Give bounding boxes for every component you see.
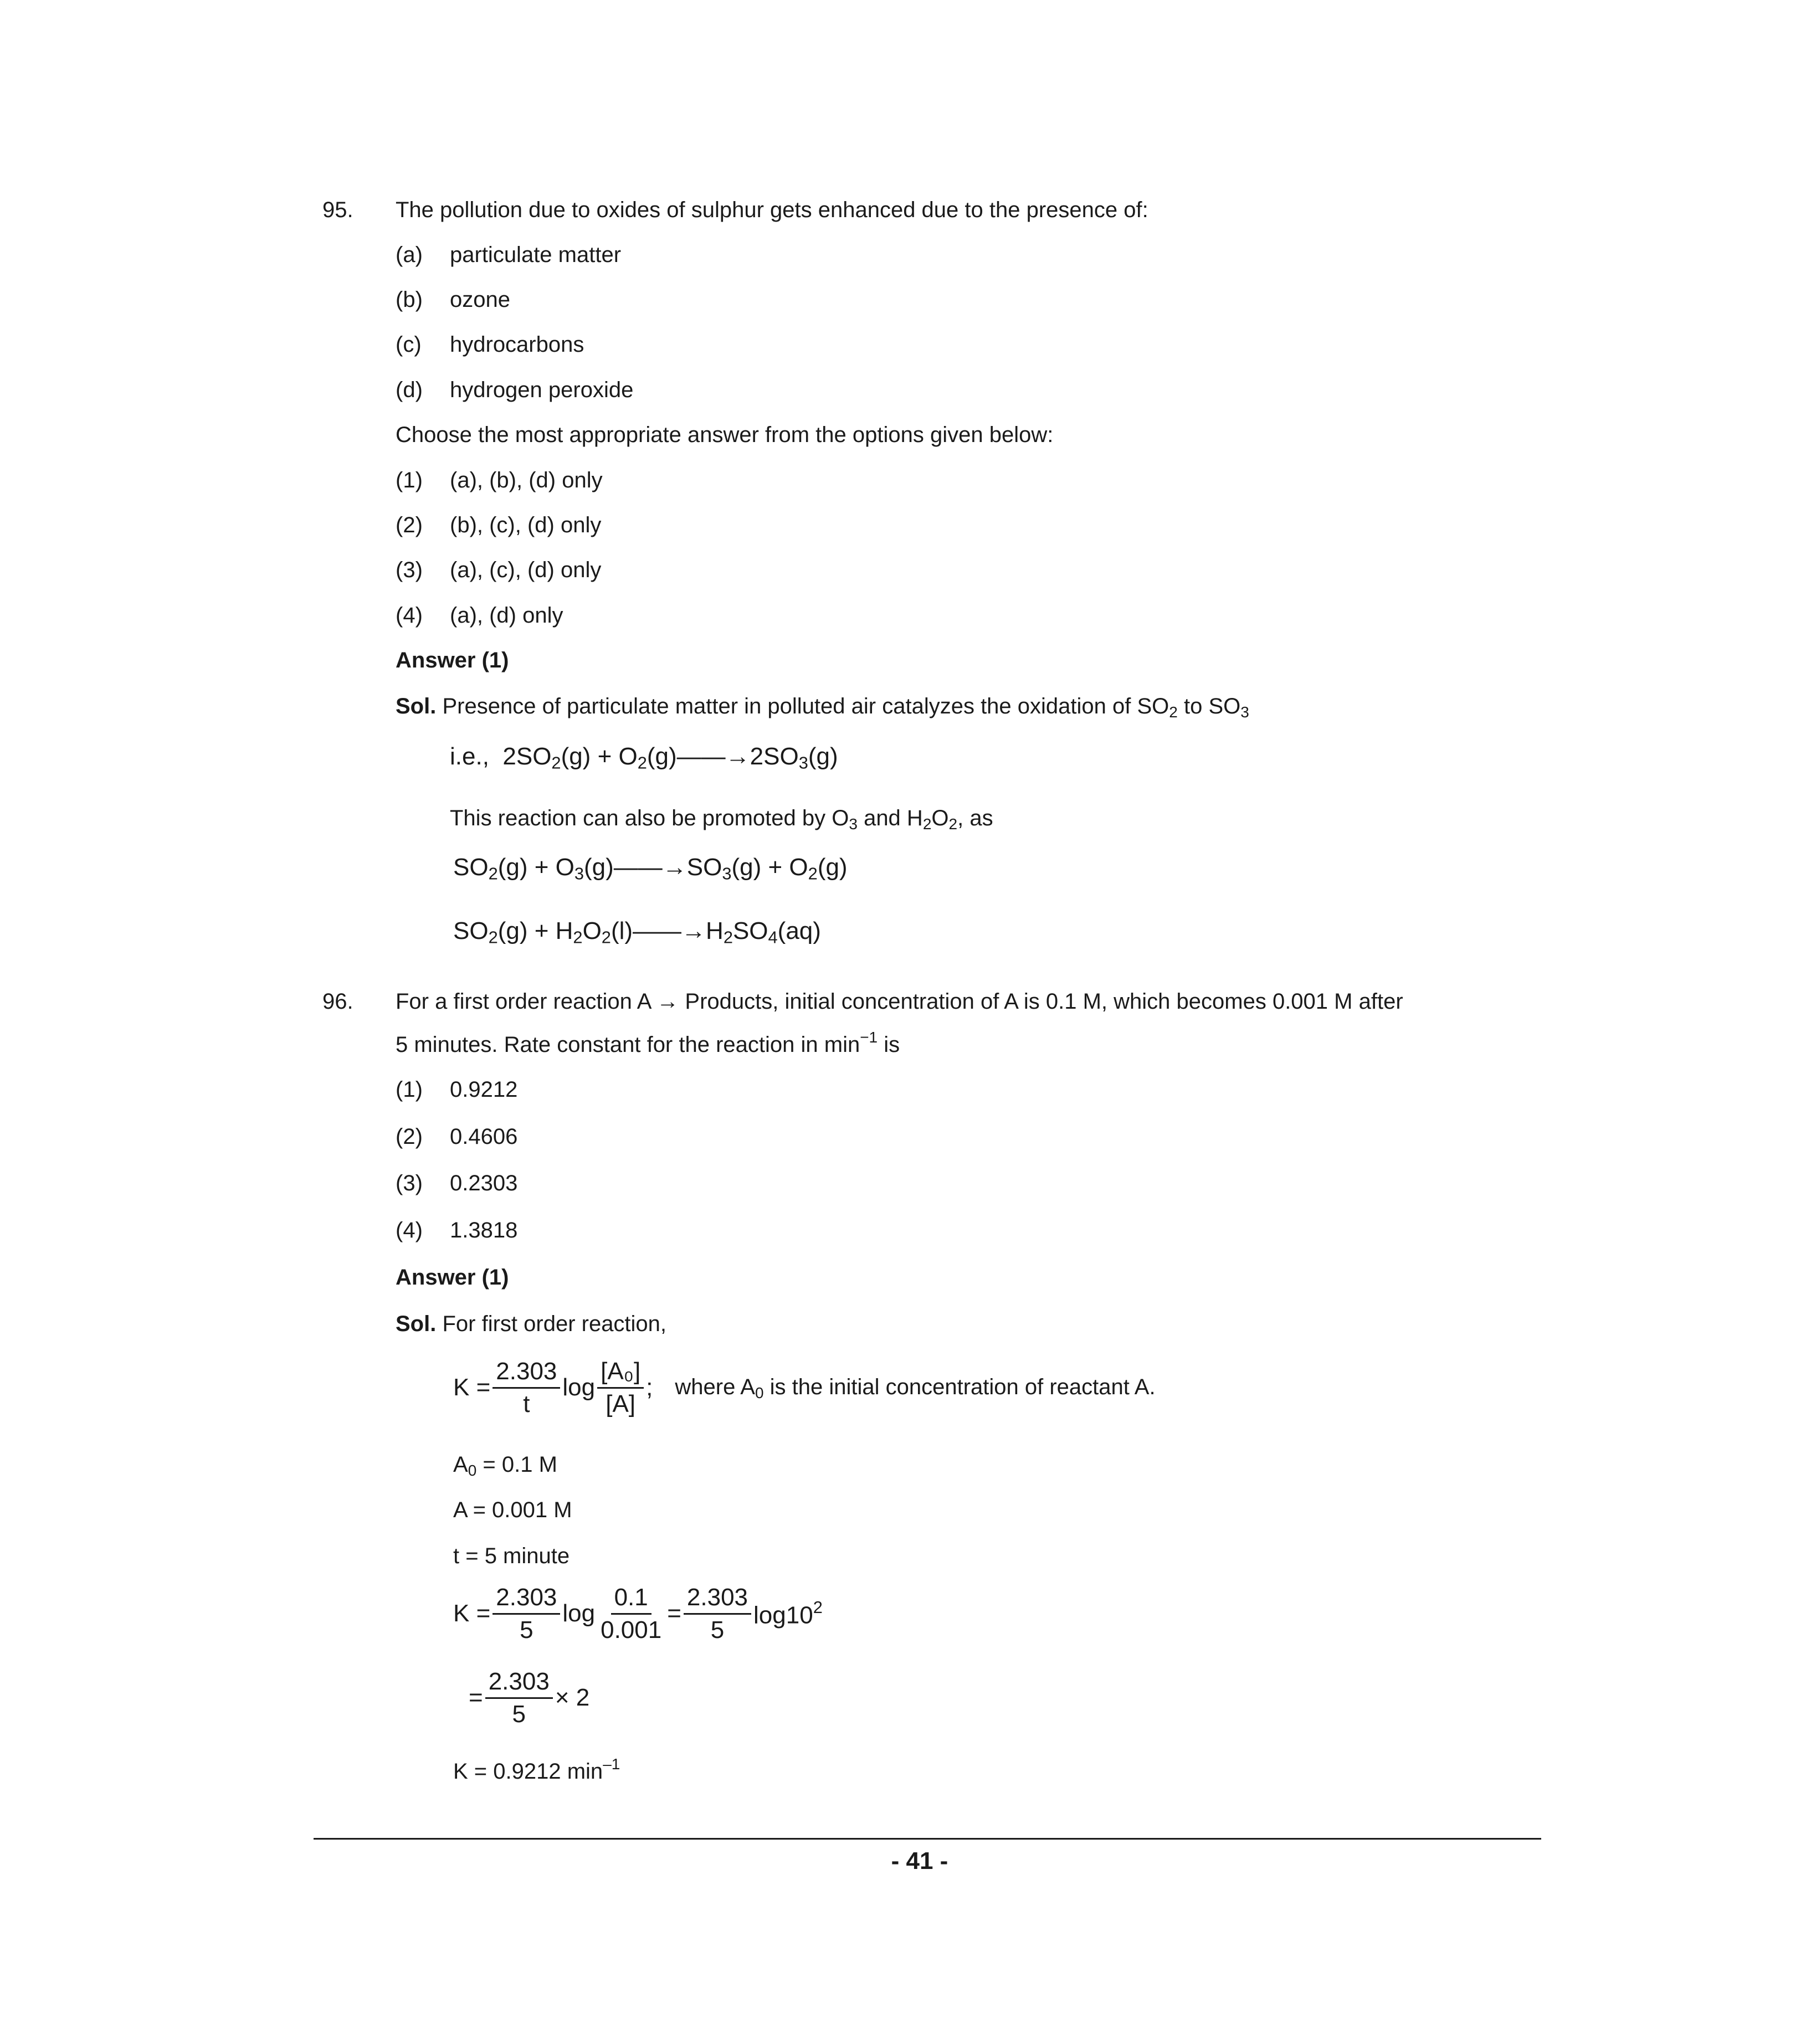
q95-also-text <box>450 805 993 834</box>
q96-frac-2 <box>597 1358 644 1418</box>
reaction-arrow-icon: ——→ <box>676 743 750 770</box>
q95-number: 95. <box>322 198 353 222</box>
q96-a0-line <box>453 1451 557 1480</box>
q96-text2sup: −1 <box>860 1029 878 1046</box>
q96-frac2-num: [A₀] <box>597 1358 644 1389</box>
q95-also-c: O <box>931 806 949 830</box>
q96-where-sub: 0 <box>755 1384 764 1402</box>
q95-sol-sub2: 2 <box>1169 703 1178 721</box>
q96-k2-f1-num: 2.303 <box>492 1584 560 1615</box>
q96-k2-f2-num: 0.1 <box>611 1584 651 1615</box>
q95-item-b-text: ozone <box>450 287 510 312</box>
q95-item-a <box>396 242 621 268</box>
q95-equation-1: i.e., $2SO_2(g)$ + $O_2(g)——\to 2SO_3(g)$ <box>450 743 838 773</box>
q96-a0-a: A <box>453 1452 468 1477</box>
q96-k2-lhs: K = <box>453 1600 491 1627</box>
q96-text-line1: For a first order reaction A → Products, initial concentration of A is 0.1 M, which becomes 0.001 M after <box>396 989 1403 1014</box>
q95-option-2-label: (2) <box>396 513 423 537</box>
q96-option-1 <box>396 1076 517 1103</box>
q95-option-2-text: (b), (c), (d) only <box>450 513 602 537</box>
q96-option-2 <box>396 1123 517 1150</box>
q95-equation-3: $SO_2(g)$ + $H_2O_2(l)——\to H_2SO_4(aq)$ <box>453 917 821 947</box>
q95-sol-text: Presence of particulate matter in polluted air catalyzes the oxidation of SO <box>442 694 1169 718</box>
q96-option-3-label: (3) <box>396 1171 423 1195</box>
q96-k2-sup: 2 <box>813 1598 823 1617</box>
q96-k2-frac-2 <box>597 1584 665 1644</box>
q96-frac1-num: 2.303 <box>492 1358 560 1389</box>
q96-formula <box>453 1358 1156 1418</box>
q96-k2-f2-den: 0.001 <box>601 1616 662 1644</box>
q95-item-c-label: (c) <box>396 332 422 357</box>
q95-choose: Choose the most appropriate answer from the options given below: <box>396 423 1054 447</box>
q96-calc-2 <box>469 1668 589 1728</box>
q96-k3-eq: = <box>469 1684 483 1712</box>
q95-sol-mid: to SO <box>1177 694 1241 718</box>
q96-sol-text: For first order reaction, <box>442 1312 667 1336</box>
q95-item-c-text: hydrocarbons <box>450 332 584 357</box>
q95-item-a-text: particulate matter <box>450 243 622 267</box>
q95-option-1 <box>396 467 603 494</box>
q95-item-d-text: hydrogen peroxide <box>450 378 634 402</box>
q96-text2a: 5 minutes. Rate constant for the reaction in min <box>396 1032 860 1057</box>
q95-item-c <box>396 331 584 358</box>
q96-option-4 <box>396 1217 517 1244</box>
q95-item-a-label: (a) <box>396 243 423 267</box>
q95-option-3-label: (3) <box>396 558 423 582</box>
q96-answer: Answer (1) <box>396 1265 509 1290</box>
q95-also-sub2a: 2 <box>922 815 932 833</box>
footer-rule <box>314 1838 1541 1840</box>
q95-option-1-label: (1) <box>396 468 423 492</box>
q95-item-d-label: (d) <box>396 378 423 402</box>
q95-ie: i.e., <box>450 743 489 770</box>
q95-sol-label: Sol. <box>396 694 437 718</box>
q96-semicolon: ; <box>646 1374 653 1401</box>
q95-item-d <box>396 377 633 403</box>
q95-option-3-text: (a), (c), (d) only <box>450 558 602 582</box>
q96-solution <box>396 1311 666 1337</box>
q95-also-d: , as <box>957 806 993 830</box>
q95-option-4-text: (a), (d) only <box>450 603 563 628</box>
q96-k2-frac-3 <box>684 1584 751 1644</box>
q95-equation-2: $SO_2(g)$ + $O_3(g)——\to SO_3(g) + O_2(g)$ <box>453 854 848 884</box>
reaction-arrow-icon: ——→ <box>613 854 687 881</box>
q96-option-2-text: 0.4606 <box>450 1124 518 1149</box>
q96-frac1-den: t <box>523 1390 530 1418</box>
q96-k2-eq: = <box>667 1600 681 1627</box>
q95-sol-sub3: 3 <box>1240 703 1249 721</box>
q96-k2-f3-num: 2.303 <box>684 1584 751 1615</box>
q96-option-4-text: 1.3818 <box>450 1218 518 1242</box>
q95-also-sub3: 3 <box>849 815 858 833</box>
q95-option-1-text: (a), (b), (d) only <box>450 468 603 492</box>
q96-option-3 <box>396 1170 517 1196</box>
q95-also-b: and H <box>857 806 923 830</box>
q96-option-4-label: (4) <box>396 1218 423 1242</box>
q96-a-line: A = 0.001 M <box>453 1498 572 1522</box>
q95-item-b <box>396 286 510 313</box>
q96-k2-frac-1 <box>492 1584 560 1644</box>
q96-calc-1 <box>453 1584 823 1644</box>
q96-option-1-label: (1) <box>396 1077 423 1102</box>
q96-text-line2 <box>396 1028 900 1058</box>
q96-k3-tail: × 2 <box>555 1684 590 1712</box>
q95-answer: Answer (1) <box>396 648 509 672</box>
q96-sol-label: Sol. <box>396 1312 437 1336</box>
q95-option-4 <box>396 602 563 629</box>
q96-k3-num: 2.303 <box>485 1668 553 1699</box>
q95-also-sub2b: 2 <box>948 815 958 833</box>
q96-where <box>675 1374 1155 1403</box>
q95-solution <box>396 693 1249 722</box>
q95-option-2 <box>396 512 601 538</box>
q96-k2-tail: log10 <box>753 1601 813 1629</box>
q96-option-2-label: (2) <box>396 1124 423 1149</box>
q96-number: 96. <box>322 989 353 1014</box>
q96-k-lhs: K = <box>453 1374 491 1401</box>
q95-also-a: This reaction can also be promoted by O <box>450 806 849 830</box>
q96-t-line: t = 5 minute <box>453 1544 570 1568</box>
q96-k2-log: log <box>562 1600 596 1627</box>
q96-k2-f1-den: 5 <box>520 1616 533 1644</box>
q96-k3-den: 5 <box>512 1701 526 1728</box>
q96-k3-frac <box>485 1668 553 1728</box>
q96-final <box>453 1755 620 1785</box>
q95-option-4-label: (4) <box>396 603 423 628</box>
q96-a0-sub: 0 <box>468 1462 477 1479</box>
page-number: - 41 - <box>891 1847 948 1874</box>
reaction-arrow-icon: ——→ <box>633 917 706 944</box>
q96-k2-tail-wrap <box>753 1598 823 1630</box>
q96-frac2-den: [A] <box>606 1390 636 1418</box>
q96-a0-b: = 0.1 M <box>476 1452 557 1477</box>
q96-option-3-text: 0.2303 <box>450 1171 518 1195</box>
q95-text: The pollution due to oxides of sulphur gets enhanced due to the presence of: <box>396 198 1148 222</box>
q96-frac-1 <box>492 1358 560 1418</box>
q96-where-b: is the initial concentration of reactant A. <box>763 1375 1156 1400</box>
q96-text2b: is <box>878 1032 900 1057</box>
q96-k-final-sup: –1 <box>603 1755 620 1773</box>
q95-option-3 <box>396 557 601 583</box>
q96-k2-f3-den: 5 <box>710 1616 725 1644</box>
q96-option-1-text: 0.9212 <box>450 1077 518 1102</box>
q96-k-final: K = 0.9212 min <box>453 1759 603 1784</box>
q96-where-a: where A <box>675 1375 755 1400</box>
q96-log: log <box>562 1374 596 1401</box>
q95-item-b-label: (b) <box>396 287 423 312</box>
